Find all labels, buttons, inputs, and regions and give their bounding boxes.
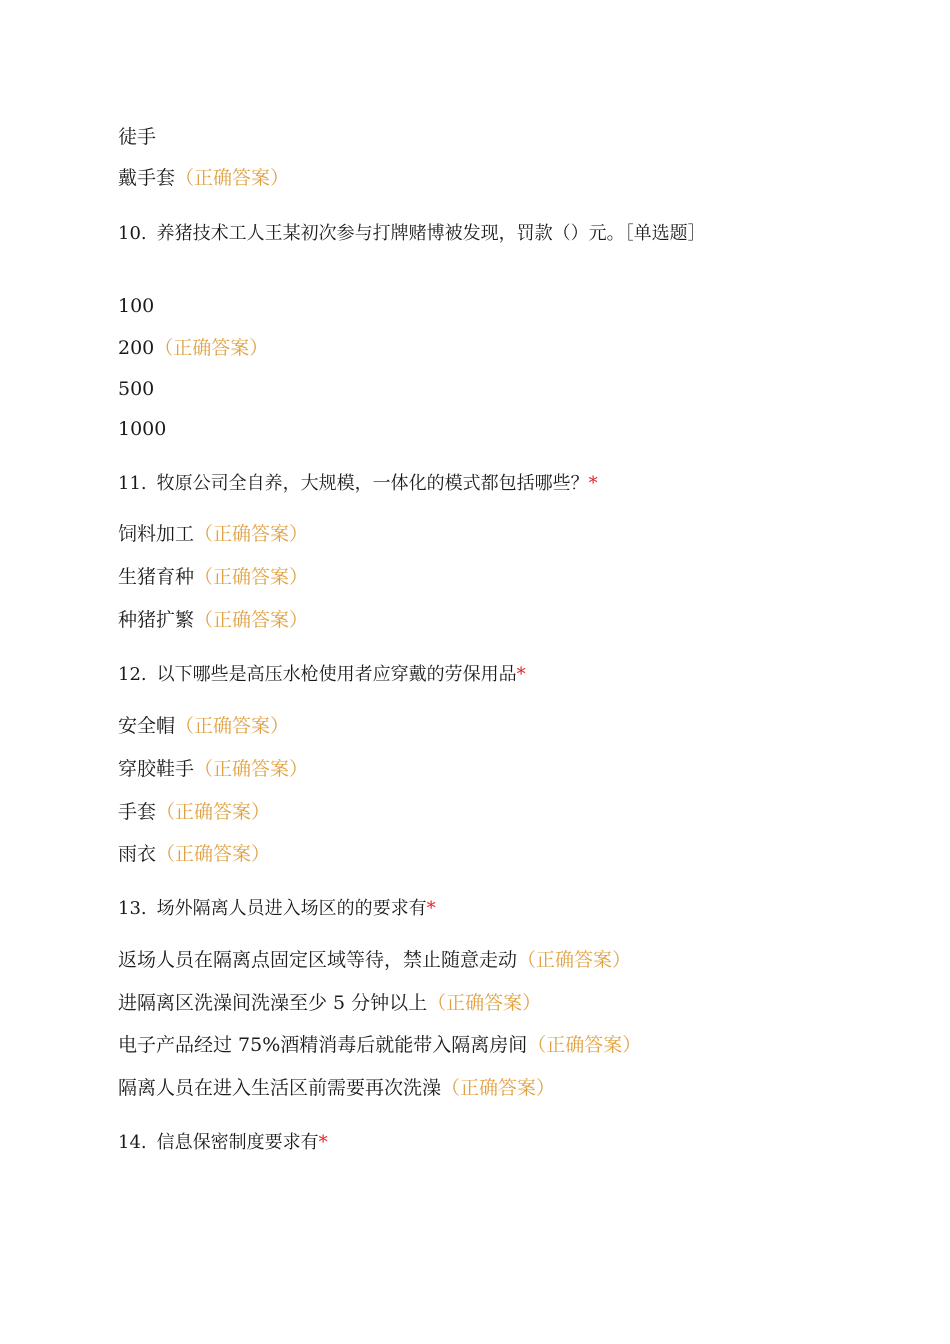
option-item (118, 800, 270, 824)
option-label: 徒手 (118, 126, 157, 148)
required-mark: * (426, 898, 436, 919)
option-item (118, 991, 541, 1015)
option-item (118, 608, 308, 632)
option-label: 穿胶鞋手 (118, 758, 195, 780)
option-item (118, 757, 308, 781)
option-item (118, 166, 289, 190)
option-label: 1000 (118, 418, 167, 440)
option-item (118, 842, 270, 866)
option-item (118, 1076, 555, 1100)
required-mark: * (588, 473, 598, 494)
question-number: 12. (118, 664, 147, 685)
option-label: 进隔离区洗澡间洗澡至少 5 分钟以上 (118, 992, 428, 1014)
option-label: 雨衣 (118, 843, 157, 865)
correct-answer-mark: （正确答案） (194, 566, 309, 588)
option-item (118, 1033, 641, 1057)
option-label: 隔离人员在进入生活区前需要再次洗澡 (118, 1077, 442, 1099)
option-label: 安全帽 (118, 715, 176, 737)
question-text: 信息保密制度要求有 (156, 1132, 319, 1153)
required-mark: * (318, 1132, 328, 1153)
option-label: 电子产品经过 75%酒精消毒后就能带入隔离房间 (118, 1034, 528, 1056)
correct-answer-mark: （正确答案） (156, 843, 271, 865)
question-text: 养猪技术工人王某初次参与打牌赌博被发现，罚款（）元。［单选题］ (156, 223, 706, 244)
option-label: 生猪育种 (118, 566, 195, 588)
option-label: 种猪扩繁 (118, 609, 195, 631)
option-item (118, 565, 308, 589)
option-label: 戴手套 (118, 167, 176, 189)
question-14 (118, 1131, 768, 1155)
correct-answer-mark: （正确答案） (154, 337, 269, 359)
correct-answer-mark: （正确答案） (427, 992, 542, 1014)
question-10 (118, 222, 768, 246)
question-text: 以下哪些是高压水枪使用者应穿戴的劳保用品 (156, 664, 517, 685)
question-11 (118, 472, 768, 496)
option-item (118, 714, 289, 738)
option-item (118, 417, 166, 441)
option-label: 100 (118, 295, 155, 317)
correct-answer-mark: （正确答案） (175, 167, 290, 189)
option-item (118, 377, 154, 401)
option-label: 饲料加工 (118, 523, 195, 545)
question-number: 11. (118, 473, 147, 494)
question-text: 牧原公司全自养，大规模，一体化的模式都包括哪些？ (156, 473, 589, 494)
option-item (118, 336, 268, 360)
option-label: 500 (118, 378, 155, 400)
correct-answer-mark: （正确答案） (194, 523, 309, 545)
required-mark: * (516, 664, 526, 685)
option-label: 返场人员在隔离点固定区域等待，禁止随意走动 (118, 949, 518, 971)
question-number: 13. (118, 898, 147, 919)
option-item (118, 948, 631, 972)
question-number: 14. (118, 1132, 147, 1153)
option-item (118, 125, 156, 149)
question-number: 10. (118, 223, 147, 244)
option-label: 200 (118, 337, 155, 359)
option-item (118, 522, 308, 546)
option-item (118, 294, 154, 318)
correct-answer-mark: （正确答案） (175, 715, 290, 737)
correct-answer-mark: （正确答案） (517, 949, 632, 971)
correct-answer-mark: （正确答案） (527, 1034, 642, 1056)
correct-answer-mark: （正确答案） (441, 1077, 556, 1099)
question-13 (118, 897, 768, 921)
correct-answer-mark: （正确答案） (194, 609, 309, 631)
option-label: 手套 (118, 801, 157, 823)
question-text: 场外隔离人员进入场区的的要求有 (156, 898, 427, 919)
question-12 (118, 663, 768, 687)
correct-answer-mark: （正确答案） (194, 758, 309, 780)
correct-answer-mark: （正确答案） (156, 801, 271, 823)
